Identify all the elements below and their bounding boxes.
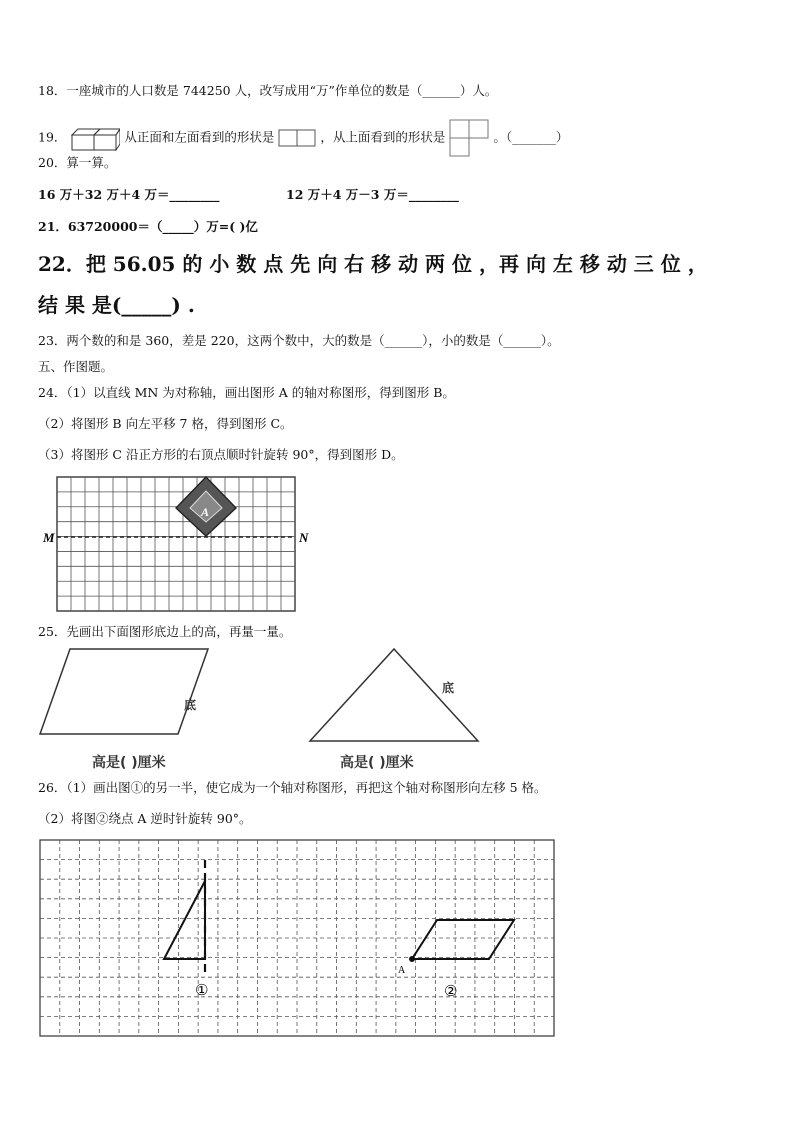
question-24-part-2: （2）将图形 B 向左平移 7 格，得到图形 C。 (38, 416, 293, 431)
question-19-text-3: 。（_______） (493, 129, 569, 145)
label-shape-a: A (201, 505, 210, 519)
grid-26 (38, 838, 558, 1040)
section-5-heading: 五、作图题。 (38, 359, 114, 374)
question-25: 25．先画出下面图形底边上的高，再量一量。 (38, 624, 292, 639)
triangle-base-label: 底 (442, 681, 455, 695)
point-a-dot (409, 956, 415, 962)
question-19-number: 19． (38, 129, 67, 145)
question-18: 18．一座城市的人口数是 744250 人，改写成用“万”作单位的数是（______）人。 (38, 83, 498, 98)
parallelogram-2-shape (412, 920, 514, 959)
question-19-text-1: 从正面和左面看到的形状是 (124, 129, 275, 145)
question-26-part-2: （2）将图②绕点 A 逆时针旋转 90°。 (38, 811, 252, 826)
parallelogram-height-label: 高是( )厘米 (92, 755, 166, 771)
top-view-figure (449, 119, 489, 157)
question-24-part-3: （3）将图形 C 沿正方形的右顶点顺时针旋转 90°，得到图形 D。 (38, 447, 404, 462)
question-20: 20．算一算。 (38, 155, 117, 170)
label-n: N (299, 530, 309, 545)
question-22-line-2: 结 果 是(_____) . (38, 293, 195, 317)
question-21: 21．63720000＝（_____）万=( )亿 (38, 219, 258, 234)
label-figure-2: ② (444, 982, 458, 1000)
question-19 (38, 119, 568, 157)
half-triangle-shape (164, 881, 205, 959)
grid-24-lines (57, 477, 295, 611)
parallelogram-shape (40, 649, 208, 734)
label-figure-1: ① (195, 981, 209, 999)
question-24-part-1: 24．（1）以直线 MN 为对称轴，画出图形 A 的轴对称图形，得到图形 B。 (38, 385, 455, 400)
question-26-part-1: 26．（1）画出图①的另一半，使它成为一个轴对称图形，再把这个轴对称图形向左移 5 格。 (38, 780, 547, 795)
question-20-b: 12 万＋4 万－3 万＝________ (286, 187, 459, 202)
question-23: 23．两个数的和是 360，差是 220，这两个数中，大的数是（______），小的数是（______）。 (38, 333, 560, 348)
triangle-height-label: 高是( )厘米 (340, 755, 414, 771)
question-20-a: 16 万＋32 万＋4 万＝________ (38, 187, 220, 202)
label-m: M (43, 530, 55, 545)
front-view-figure (278, 129, 316, 147)
parallelogram-base-label: 底 (184, 698, 197, 712)
grid-24 (40, 475, 320, 615)
cube-stack-figure (70, 125, 120, 151)
question-19-text-2: ，从上面看到的形状是 (320, 129, 446, 145)
label-point-a: A (398, 965, 406, 976)
question-22-line-1: 22．把 56.05 的 小 数 点 先 向 右 移 动 两 位 ，再 向 左 移 动 三 位 ， (38, 252, 708, 276)
